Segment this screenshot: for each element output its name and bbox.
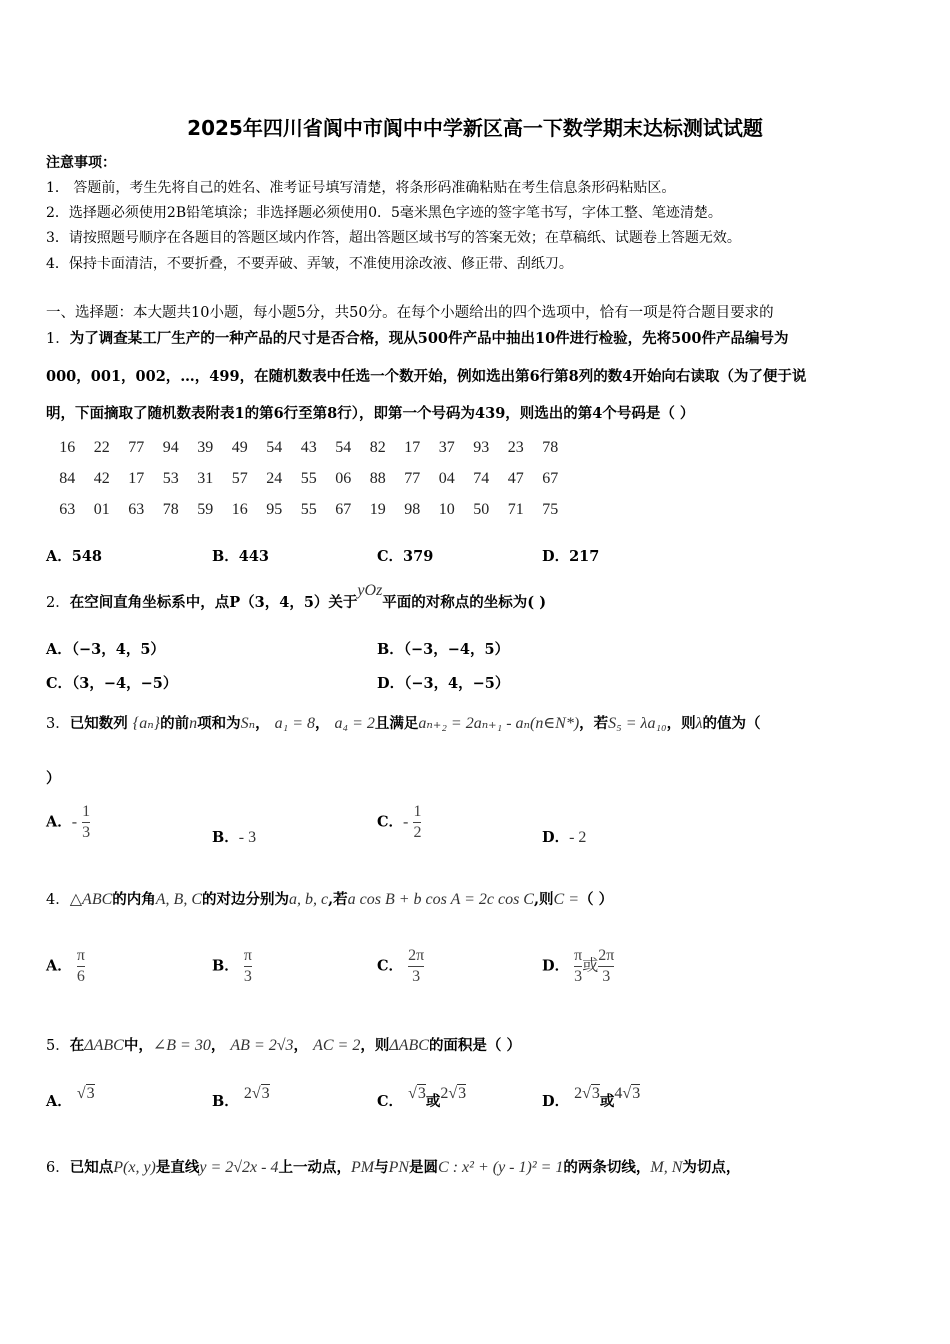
option-sign: - <box>71 813 78 831</box>
question-number: 1． <box>46 331 70 347</box>
math-expr: AC = 2 <box>313 1037 361 1054</box>
question-text: 为了调查某工厂生产的一种产品的尺寸是否合格，现从500件产品中抽出10件进行检验，先将500件产品编号为 <box>69 330 789 347</box>
radicand: 3 <box>86 1085 95 1102</box>
question-text: ，则 <box>666 715 696 732</box>
table-cell: 63 <box>59 500 76 518</box>
option-label: C． <box>377 957 404 975</box>
fraction <box>574 946 582 987</box>
or-text: 或 <box>582 957 599 975</box>
math-expr: PM <box>350 1159 375 1176</box>
fraction <box>408 946 424 987</box>
table-cell: 78 <box>162 500 179 518</box>
numerator: π <box>574 947 583 964</box>
table-cell: 67 <box>542 469 559 487</box>
math-expr: n <box>189 715 198 732</box>
table-cell: 77 <box>128 438 145 456</box>
question-number: 2． <box>46 595 70 611</box>
question-text: （ ） <box>579 891 614 908</box>
radical: 4√3 <box>614 1085 641 1102</box>
question-number: 5． <box>46 1038 70 1054</box>
question-text: 的值为（ <box>702 715 761 732</box>
section-heading: 一、选择题：本大题共10小题，每小题5分，共50分。在每个小题给出的四个选项中，恰有一项是符合题目要求的 <box>46 305 774 321</box>
question-text: 在 <box>69 1037 85 1054</box>
option-c <box>377 946 424 987</box>
radicand: 3 <box>417 1085 426 1102</box>
option-d <box>542 1085 641 1111</box>
numerator: 2π <box>598 947 615 964</box>
table-cell: 71 <box>507 500 524 518</box>
notes-heading: 注意事项： <box>46 155 116 171</box>
question-text: ,若 <box>328 891 348 908</box>
table-cell: 75 <box>542 500 559 518</box>
option-label: D． <box>542 829 570 846</box>
option-c <box>377 802 421 843</box>
table-cell: 43 <box>300 438 317 456</box>
option-c: C．379 <box>377 548 434 565</box>
question-text: 与 <box>374 1159 389 1176</box>
option-a <box>46 1085 95 1111</box>
radical: √3 <box>76 1085 95 1102</box>
table-cell: 94 <box>162 438 179 456</box>
question-3-close: ） <box>46 770 61 787</box>
question-text: 平面的对称点的坐标为( ) <box>382 594 547 611</box>
math-expr: a₄ = 2 <box>334 715 375 732</box>
math-expr: ΔABC <box>389 1037 429 1054</box>
option-label: A． <box>46 957 72 975</box>
radical: 2√3 <box>574 1085 600 1102</box>
table-cell: 24 <box>266 469 283 487</box>
note-item: 2．选择题必须使用2B铅笔填涂；非选择题必须使用0．5毫米黑色字迹的签字笔书写，字体工整、笔迹清楚。 <box>46 205 722 221</box>
table-cell: 78 <box>542 438 559 456</box>
numerator: π <box>243 947 252 964</box>
option-a <box>46 802 90 843</box>
math-expr: λ <box>695 715 703 732</box>
math-expr: ∠B = 30 <box>152 1037 211 1054</box>
math-expr: PN <box>388 1159 410 1176</box>
math-expr: M, N <box>650 1159 683 1176</box>
option-b <box>212 826 256 847</box>
note-item: 1． 答题前，考生先将自己的姓名、准考证号填写清楚，将条形码准确粘贴在考生信息条形码粘贴区。 <box>46 180 676 196</box>
numerator: π <box>76 947 85 964</box>
question-text: ，若 <box>579 715 609 732</box>
question-1-line-3: 明，下面摘取了随机数表附表1的第6行至第8行），即第一个号码为439，则选出的第4个号码是（ ） <box>46 405 695 422</box>
table-cell: 54 <box>335 438 352 456</box>
math-expr: a₁ = 8 <box>274 715 315 732</box>
page-title: 2025年四川省阆中市阆中中学新区高一下数学期末达标测试试题 <box>187 116 763 140</box>
table-cell: 10 <box>438 500 455 518</box>
denominator: 3 <box>602 968 611 985</box>
table-cell: 47 <box>507 469 524 487</box>
denominator: 2 <box>413 824 422 841</box>
fraction <box>413 802 421 843</box>
coefficient: 2 <box>574 1085 583 1102</box>
option-b <box>212 946 252 987</box>
or-text: 或 <box>425 1093 441 1110</box>
fraction <box>244 946 252 987</box>
table-row <box>50 463 568 494</box>
option-label: C． <box>377 813 404 831</box>
option-label: B． <box>212 829 239 846</box>
question-text: 的前 <box>160 715 190 732</box>
math-plane: yOz <box>357 582 383 599</box>
math-expr: {aₙ} <box>132 715 161 732</box>
radicand: 3 <box>261 1085 270 1102</box>
table-cell: 42 <box>93 469 110 487</box>
math-expr: y = 2√2x - 4 <box>199 1159 279 1176</box>
numerator: 1 <box>82 803 91 820</box>
question-text: ，则 <box>360 1037 390 1054</box>
table-cell: 49 <box>231 438 248 456</box>
math-expr: a, b, c <box>288 891 329 908</box>
denominator: 6 <box>76 968 85 985</box>
option-c <box>377 1085 467 1111</box>
table-cell: 50 <box>473 500 490 518</box>
question-1-line-1 <box>46 327 788 348</box>
question-4 <box>46 888 613 909</box>
option-b: B．443 <box>212 548 270 565</box>
table-cell: 59 <box>197 500 214 518</box>
math-expr: S₅ = λa₁₀ <box>608 715 667 732</box>
option-label: A． <box>46 1093 72 1110</box>
or-text: 或 <box>599 1093 615 1110</box>
radical: 2√3 <box>440 1085 467 1102</box>
table-cell: 19 <box>369 500 386 518</box>
question-number: 3． <box>46 716 70 732</box>
table-cell: 16 <box>59 438 76 456</box>
numerator: 1 <box>413 803 422 820</box>
math-expr: C = <box>553 891 580 908</box>
math-expr: C : x² + (y - 1)² = 1 <box>438 1159 564 1176</box>
question-text: 项和为 <box>197 715 241 732</box>
coefficient: 2 <box>440 1085 449 1102</box>
question-1-line-2: 000，001，002，…，499，在随机数表中任选一个数开始，例如选出第6行第8列的数4开始向右读取（为了便于说 <box>46 368 807 385</box>
question-5: 5．在ΔABC中，∠B = 30， AB = 2√3， AC = 2，则ΔABC的面积是（ ） <box>46 1037 521 1054</box>
coefficient: 2 <box>243 1085 252 1102</box>
question-6 <box>46 1156 740 1177</box>
math-expr: AB = 2√3 <box>230 1037 294 1054</box>
table-cell: 74 <box>473 469 490 487</box>
question-2 <box>46 582 547 612</box>
question-text: 的面积是（ ） <box>428 1037 521 1054</box>
math-expr: A, B, C <box>155 891 202 908</box>
question-text: 中， <box>123 1037 153 1054</box>
fraction <box>77 946 85 987</box>
coefficient: 4 <box>614 1085 623 1102</box>
table-cell: 04 <box>438 469 455 487</box>
option-label: C． <box>377 1093 404 1110</box>
numerator: 2π <box>408 947 425 964</box>
option-sign: - <box>403 813 409 831</box>
radicand: 3 <box>591 1085 600 1102</box>
table-cell: 01 <box>93 500 110 518</box>
radicand: 3 <box>632 1085 641 1102</box>
table-cell: 06 <box>335 469 352 487</box>
table-cell: 77 <box>404 469 421 487</box>
math-expr: P(x, y) <box>113 1159 156 1176</box>
option-label: B． <box>212 1093 239 1110</box>
table-cell: 55 <box>300 500 317 518</box>
option-label: B． <box>212 957 239 975</box>
table-row <box>50 494 568 525</box>
option-d <box>542 946 614 987</box>
question-text: 的内角 <box>112 891 156 908</box>
table-cell: 16 <box>231 500 248 518</box>
table-cell: 84 <box>59 469 76 487</box>
table-cell: 67 <box>335 500 352 518</box>
table-cell: 82 <box>369 438 386 456</box>
option-d <box>542 826 586 847</box>
question-text: 且满足 <box>374 715 419 732</box>
question-text: 上一动点， <box>278 1159 351 1176</box>
table-cell: 39 <box>197 438 214 456</box>
option-d: D．217 <box>542 548 600 565</box>
option-a: A．（−3，4，5） <box>46 641 165 658</box>
table-cell: 98 <box>404 500 421 518</box>
question-text: 是圆 <box>409 1159 439 1176</box>
question-text: 的对边分别为 <box>201 891 289 908</box>
note-item: 3．请按照题号顺序在各题目的答题区域内作答，超出答题区域书写的答案无效；在草稿纸、试题卷上答题无效。 <box>46 230 741 246</box>
option-a: A．548 <box>46 548 103 565</box>
note-item: 4．保持卡面清洁，不要折叠，不要弄破、弄皱，不准使用涂改液、修正带、刮纸刀。 <box>46 256 573 272</box>
math-expr: ΔABC <box>84 1037 124 1054</box>
denominator: 3 <box>243 968 252 985</box>
option-d: D．（−3，4，−5） <box>377 675 510 692</box>
table-cell: 31 <box>197 469 214 487</box>
option-a <box>46 946 85 987</box>
question-text: 在空间直角坐标系中，点 <box>69 594 230 611</box>
question-number: 4． <box>46 892 70 908</box>
math-expr: Sₙ <box>240 715 256 732</box>
table-cell: 55 <box>300 469 317 487</box>
table-cell: 54 <box>266 438 283 456</box>
question-text: 的两条切线， <box>563 1159 651 1176</box>
table-row <box>50 432 568 463</box>
table-cell: 17 <box>404 438 421 456</box>
denominator: 3 <box>574 968 583 985</box>
option-b <box>212 1085 270 1111</box>
option-value: - 2 <box>569 829 587 846</box>
table-cell: 22 <box>93 438 110 456</box>
question-text: 已知数列 <box>69 715 128 732</box>
math-expr: aₙ₊₂ = 2aₙ₊₁ - aₙ(n∈N*) <box>418 715 580 732</box>
random-number-table <box>50 432 568 525</box>
table-cell: 23 <box>507 438 524 456</box>
fraction <box>598 946 614 987</box>
table-cell: 63 <box>128 500 145 518</box>
radical: √3 <box>408 1085 426 1102</box>
table-cell: 95 <box>266 500 283 518</box>
table-cell: 17 <box>128 469 145 487</box>
table-cell: 88 <box>369 469 386 487</box>
option-value: - 3 <box>238 829 257 846</box>
table-cell: 37 <box>438 438 455 456</box>
option-label: D． <box>542 1093 570 1110</box>
math-expr: △ABC <box>69 891 113 908</box>
question-text: 是直线 <box>155 1159 200 1176</box>
question-text: 为切点， <box>682 1159 741 1176</box>
radical: 2√3 <box>243 1085 270 1102</box>
table-cell: 53 <box>162 469 179 487</box>
option-b: B．（−3，−4，5） <box>377 641 510 658</box>
option-label: D． <box>542 957 570 975</box>
radicand: 3 <box>458 1085 467 1102</box>
table-cell: 57 <box>231 469 248 487</box>
question-text: ,则 <box>533 891 554 908</box>
question-number: 6． <box>46 1160 70 1176</box>
question-text: 已知点 <box>69 1159 114 1176</box>
fraction <box>82 802 90 843</box>
denominator: 3 <box>412 968 421 985</box>
question-text: P（3，4，5）关于 <box>229 594 358 611</box>
option-label: A． <box>46 813 72 831</box>
table-cell: 93 <box>473 438 490 456</box>
math-expr: a cos B + b cos A = 2c cos C <box>347 891 534 908</box>
option-c: C．（3，−4，−5） <box>46 675 178 692</box>
question-3: 3．已知数列 {aₙ}的前n项和为Sₙ， a₁ = 8， a₄ = 2且满足aₙ₊₂ = 2aₙ₊₁ - aₙ(n∈N*)，若S₅ = λa₁₀，则λ的值为（ <box>46 715 761 732</box>
denominator: 3 <box>82 824 91 841</box>
